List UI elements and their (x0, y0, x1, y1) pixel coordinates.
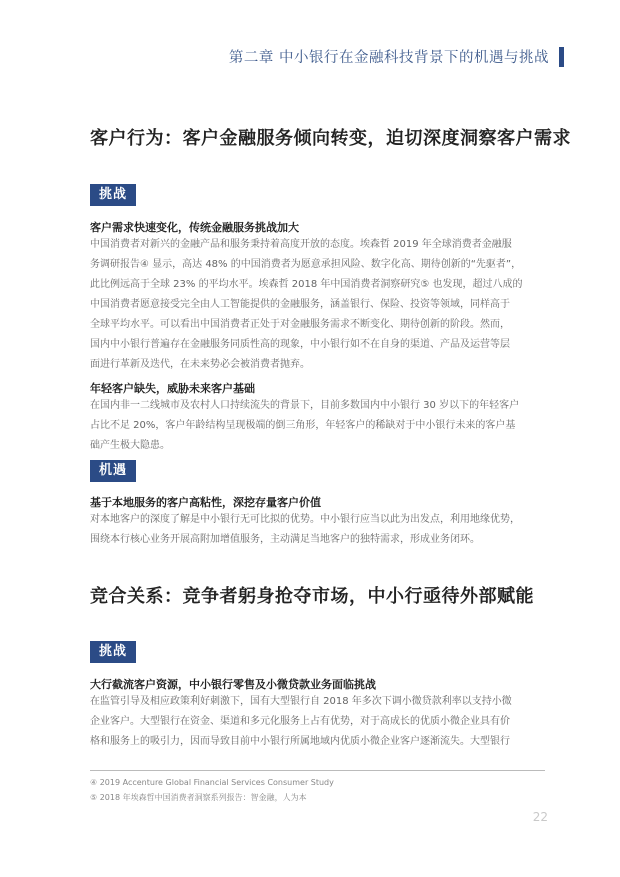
text-line: 国内中小银行普遍存在金融服务同质性高的现象，中小银行如不在自身的渠道、产品及运营等层 (90, 339, 510, 350)
text-line: 面进行革新及迭代，在未来势必会被消费者抛弃。 (90, 359, 310, 370)
chapter-header (229, 46, 564, 67)
subhead: 客户需求快速变化，传统金融服务挑战加大 (90, 221, 299, 234)
text-line: 中国消费者对新兴的金融产品和服务秉持着高度开放的态度。埃森哲 2019 年全球消费者金融服 (90, 239, 512, 250)
text-line: 对本地客户的深度了解是中小银行无可比拟的优势。中小银行应当以此为出发点，利用地缘优势， (90, 514, 520, 525)
footnote-divider (90, 770, 545, 771)
text-line: 础产生极大隐患。 (90, 440, 170, 451)
footnote: ⑤ 2018 年埃森哲中国消费者洞察系列报告：智金融，人为本 (90, 793, 307, 802)
text-line: 中国消费者愿意接受完全由人工智能提供的金融服务，涵盖银行、保险、投资等领域，同样高于 (90, 299, 510, 310)
paragraph (90, 692, 545, 752)
text-line: 务调研报告④ 显示，高达 48% 的中国消费者为愿意承担风险、数字化高、期待创新的“先驱者”， (90, 259, 522, 270)
subhead: 大行截流客户资源，中小银行零售及小微贷款业务面临挑战 (90, 678, 376, 691)
text-line: 此比例远高于全球 23% 的平均水平。埃森哲 2018 年中国消费者洞察研究⑤ 也发现，超过八成的 (90, 279, 523, 290)
paragraph (90, 396, 545, 456)
chapter-accent-bar (559, 47, 564, 67)
page-number: 22 (532, 810, 548, 824)
text-line: 占比不足 20%，客户年龄结构呈现极端的倒三角形，年轻客户的稀缺对于中小银行未来的客户基 (90, 420, 516, 431)
chapter-title: 第二章 中小银行在金融科技背景下的机遇与挑战 (228, 50, 549, 66)
section-heading-customer-behavior: 客户行为：客户金融服务倾向转变，迫切深度洞察客户需求 (90, 128, 571, 149)
subhead: 基于本地服务的客户高粘性，深挖存量客户价值 (90, 496, 321, 509)
text-line: 围绕本行核心业务开展高附加增值服务，主动满足当地客户的独特需求，形成业务闭环。 (90, 534, 480, 545)
paragraph (90, 235, 545, 375)
subhead: 年轻客户缺失，威胁未来客户基础 (90, 382, 255, 395)
text-line: 格和服务上的吸引力，因而导致目前中小银行所属地域内优质小微企业客户逐渐流失。大型银行 (90, 736, 510, 747)
paragraph (90, 510, 545, 550)
tag-challenge: 挑战 (90, 641, 136, 663)
text-line: 在国内非一二线城市及农村人口持续流失的背景下，目前多数国内中小银行 30 岁以下的年轻客户 (90, 400, 520, 411)
section-heading-competition: 竞合关系：竞争者躬身抢夺市场，中小行亟待外部赋能 (90, 586, 534, 607)
text-line: 企业客户。大型银行在资金、渠道和多元化服务上占有优势，对于高成长的优质小微企业具有价 (90, 716, 510, 727)
tag-challenge: 挑战 (90, 184, 136, 206)
text-line: 在监管引导及相应政策利好刺激下，国有大型银行自 2018 年多次下调小微贷款利率以支持小微 (90, 696, 512, 707)
footnote: ④ 2019 Accenture Global Financial Services Consumer Study (90, 778, 334, 787)
text-line: 全球平均水平。可以看出中国消费者正处于对金融服务需求不断变化、期待创新的阶段。然而， (90, 319, 510, 330)
tag-opportunity: 机遇 (90, 460, 136, 482)
